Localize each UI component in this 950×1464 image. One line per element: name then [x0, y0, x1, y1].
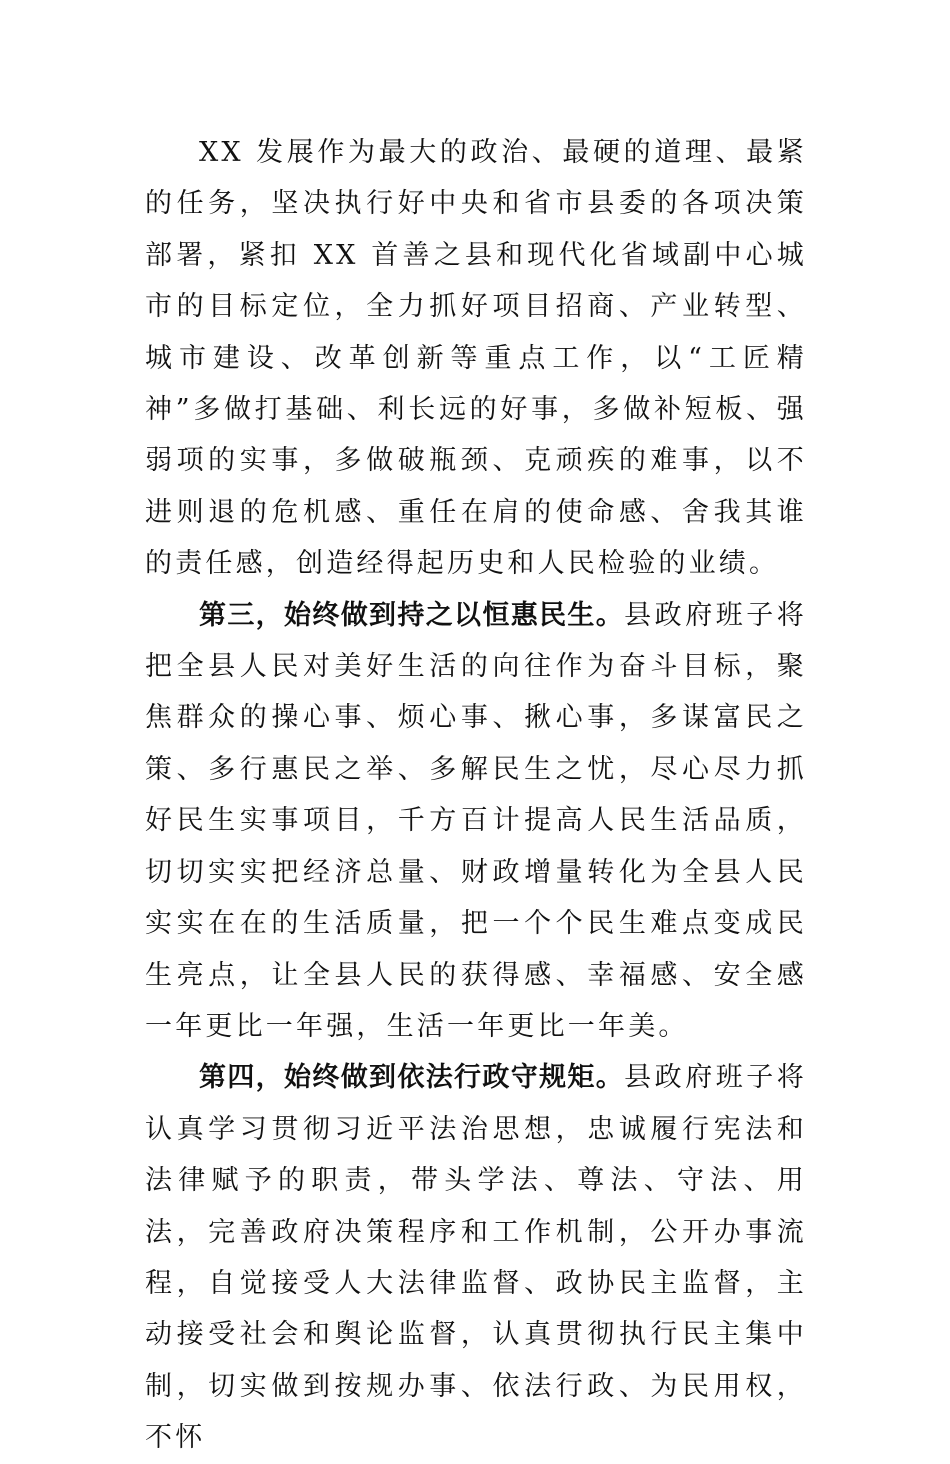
paragraph-fourth-point [145, 1052, 807, 1463]
paragraph-continuation [145, 127, 807, 590]
paragraph-body-text: XX 发展作为最大的政治、最硬的道理、最紧的任务，坚决执行好中央和省市县委的各项决策部署，紧扣 XX 首善之县和现代化省域副中心城市的目标定位，全力抓好项目招商、产业转型、城市建设、改革创新等重点工作，以“工匠精神”多做打基础、利长远的好事，多做补短板、强弱项的实事，多做破瓶颈、克顽疾的难事，以不进则退的危机感、重任在肩的使命感、舍我其谁的责任感，创造经得起历史和人民检验的业绩。 [145, 137, 807, 580]
paragraph-third-point [145, 590, 807, 1053]
paragraph-body-text: 县政府班子将认真学习贯彻习近平法治思想，忠诚履行宪法和法律赋予的职责，带头学法、尊法、守法、用法，完善政府决策程序和工作机制，公开办事流程，自觉接受人大法律监督、政协民主监督，主动接受社会和舆论监督，认真贯彻执行民主集中制，切实做到按规办事、依法行政、为民用权，不怀 [145, 1062, 808, 1454]
paragraph-body-text: 县政府班子将把全县人民对美好生活的向往作为奋斗目标，聚焦群众的操心事、烦心事、揪心事，多谋富民之策、多行惠民之举、多解民生之忧，尽心尽力抓好民生实事项目，千方百计提高人民生活品质，切切实实把经济总量、财政增量转化为全县人民实实在在的生活质量，把一个个民生难点变成民生亮点，让全县人民的获得感、幸福感、安全感一年更比一年强，生活一年更比一年美。 [145, 599, 808, 1042]
document-body [145, 127, 807, 1464]
paragraph-heading: 第三，始终做到持之以恒惠民生。 [199, 599, 625, 631]
paragraph-heading: 第四，始终做到依法行政守规矩。 [199, 1062, 625, 1094]
